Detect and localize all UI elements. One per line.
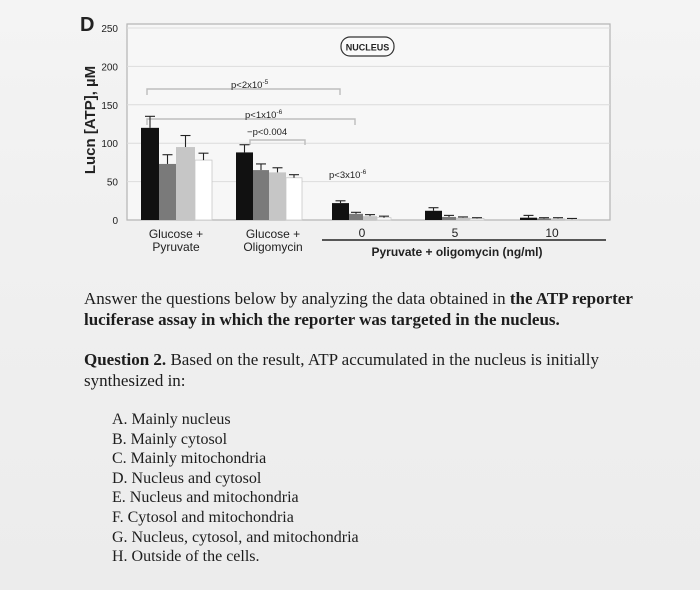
y-tick-0: 0 bbox=[112, 216, 118, 227]
bar-5-black bbox=[425, 211, 442, 220]
bar-10-light-gray bbox=[551, 218, 565, 220]
bar-0-dark-gray bbox=[349, 214, 363, 220]
x-label-glucose-pyruvate-2: Pyruvate bbox=[152, 240, 200, 254]
x-label-glucose-oligomycin-2: Oligomycin bbox=[243, 240, 303, 254]
bar-glucose-oligomycin-white bbox=[286, 178, 302, 220]
bar-glucose-pyruvate-black bbox=[141, 128, 159, 220]
pval-gp: $p<2x10^{-5}$ bbox=[231, 79, 269, 91]
pval-go: $p<1x10^{-6}$ bbox=[245, 109, 283, 121]
bar-5-light-gray bbox=[456, 218, 470, 220]
y-tick-labels bbox=[101, 24, 118, 227]
option-a: A. Mainly nucleus bbox=[112, 411, 231, 428]
panel-letter: D bbox=[80, 14, 95, 36]
option-g: G. Nucleus, cytosol, and mitochondria bbox=[112, 528, 359, 546]
dose-axis-title: Pyruvate + oligomycin (ng/ml) bbox=[371, 245, 543, 259]
dose-tick-10: 10 bbox=[545, 226, 559, 240]
answer-options bbox=[112, 410, 359, 567]
instructions-paragraph: Answer the questions below by analyzing the data obtained in the ATP reporter luciferase assay in which the reporter was targeted in the nucleus. bbox=[84, 289, 633, 329]
bar-glucose-pyruvate-dark-gray bbox=[159, 164, 176, 220]
option-b: B. Mainly cytosol bbox=[112, 430, 228, 448]
option-h: H. Outside of the cells. bbox=[112, 548, 260, 566]
bar-0-light-gray bbox=[363, 216, 377, 220]
question-2: Question 2. Based on the result, ATP accumulated in the nucleus is initially synthesized in: bbox=[84, 350, 599, 390]
bar-glucose-oligomycin-light-gray bbox=[269, 172, 286, 220]
dose-tick-5: 5 bbox=[451, 226, 459, 240]
y-tick-200: 200 bbox=[101, 62, 118, 74]
bar-5-white bbox=[470, 218, 484, 220]
x-label-glucose-pyruvate-1: Glucose + bbox=[148, 227, 204, 241]
bar-0-black bbox=[332, 203, 349, 220]
option-f: F. Cytosol and mitochondria bbox=[112, 508, 294, 526]
y-tick-250: 250 bbox=[101, 24, 118, 35]
pval-dose: $p<3x10^{-6}$ bbox=[329, 169, 367, 181]
bar-10-white bbox=[565, 219, 579, 220]
y-axis-title: Lucn [ATP], µM bbox=[82, 65, 99, 175]
option-c: C. Mainly mitochondria bbox=[112, 450, 267, 468]
y-tick-50: 50 bbox=[106, 177, 118, 189]
bar-glucose-oligomycin-dark-gray bbox=[253, 170, 269, 220]
dose-tick-0: 0 bbox=[358, 226, 366, 240]
y-tick-150: 150 bbox=[101, 100, 118, 112]
pval-go-inner: −p<0.004 bbox=[247, 127, 288, 138]
bar-glucose-pyruvate-light-gray bbox=[176, 147, 195, 220]
option-e: E. Nucleus and mitochondria bbox=[112, 489, 299, 507]
bar-glucose-oligomycin-black bbox=[236, 152, 253, 220]
option-d: D. Nucleus and cytosol bbox=[112, 469, 262, 487]
bar-glucose-pyruvate-white bbox=[195, 160, 212, 220]
bar-5-dark-gray bbox=[442, 217, 456, 220]
atp-bar-chart bbox=[0, 0, 700, 285]
bar-10-dark-gray bbox=[537, 218, 551, 220]
bar-10-black bbox=[520, 218, 537, 220]
bar-0-white bbox=[377, 218, 391, 220]
y-tick-100: 100 bbox=[101, 139, 118, 151]
nucleus-label: NUCLEUS bbox=[345, 42, 390, 53]
x-label-glucose-oligomycin-1: Glucose + bbox=[245, 227, 301, 241]
